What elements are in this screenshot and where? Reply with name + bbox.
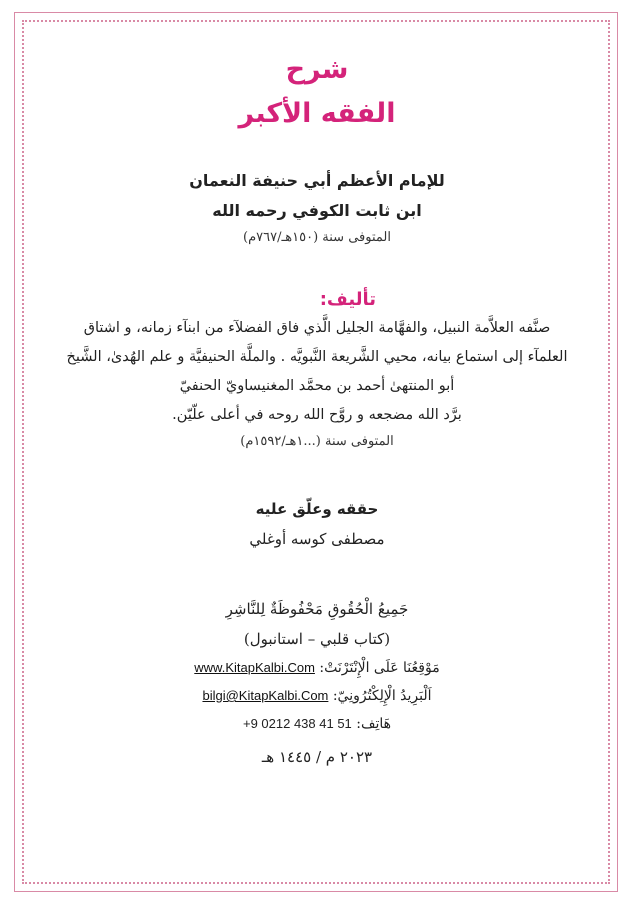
taalif-line-1: صنَّفه العلاَّمة النبيل، والفهَّامة الجليل الَّذي فاق الفضلآء من ابنآء زمانه، و اشتاق xyxy=(83,320,551,336)
tahqiq-heading: حققه وعلّق عليه xyxy=(255,500,379,518)
website-row xyxy=(40,654,594,682)
rights-block xyxy=(40,594,594,772)
website-link[interactable]: www.KitapKalbi.Com xyxy=(194,660,315,675)
author-line-2: ابن ثابت الكوفي رحمه الله xyxy=(212,201,422,220)
author-line-1: للإمام الأعظم أبي حنيفة النعمان xyxy=(189,171,445,190)
publication-year: ٢٠٢٣ م / ١٤٤٥ هـ xyxy=(261,748,373,766)
taalif-line-4: برَّد الله مضجعه و روَّح الله روحه في أعلى علّيّن. xyxy=(172,407,462,423)
phone-row xyxy=(40,710,594,738)
phone-number: +9 0212 438 41 51 xyxy=(242,716,352,731)
taalif-paragraph xyxy=(40,314,594,430)
email-link[interactable]: bilgi@KitapKalbi.Com xyxy=(202,688,329,703)
commentator-death-date: المتوفى سنة (...١هـ/١٥٩٢م) xyxy=(240,434,394,449)
publisher-name: (كتاب قلبي – استانبول) xyxy=(243,630,391,648)
book-title-line-1: شرح xyxy=(285,54,349,85)
author-death-date: المتوفى سنة (١٥٠هـ/٧٦٧م) xyxy=(243,230,391,245)
editor-name: مصطفى كوسه أوغلي xyxy=(249,530,385,548)
phone-label: هَاتِف: xyxy=(356,716,392,732)
taalif-line-3: أبو المنتهىٰ أحمد بن محمَّد المغنيساويّ الحنفيّ xyxy=(179,378,455,394)
email-label: اَلْبَرِيدُ الْإِلِكْتُرُونِيّ: xyxy=(332,688,432,704)
tahqiq-block xyxy=(40,494,594,554)
website-label: مَوْقِعُنَا عَلَى الْإِنْتَرْنَتْ: xyxy=(319,660,440,676)
author-block xyxy=(40,166,594,250)
rights-reserved: جَمِيعُ الْحُقُوقِ مَحْفُوظَةٌ لِلنَّاشِرِ xyxy=(225,600,409,618)
book-title-line-2: الفقه الأكبر xyxy=(238,98,396,129)
title-page xyxy=(40,40,594,772)
taalif-heading: تأليف: xyxy=(319,289,376,310)
taalif-line-2: العلمآء إلى استماع بيانه، محيي الشَّريعة النَّبويَّه . والملَّة الحنيفيَّة و علم الهُدىٰ، الشَّيخ xyxy=(66,349,568,365)
email-row xyxy=(40,682,594,710)
